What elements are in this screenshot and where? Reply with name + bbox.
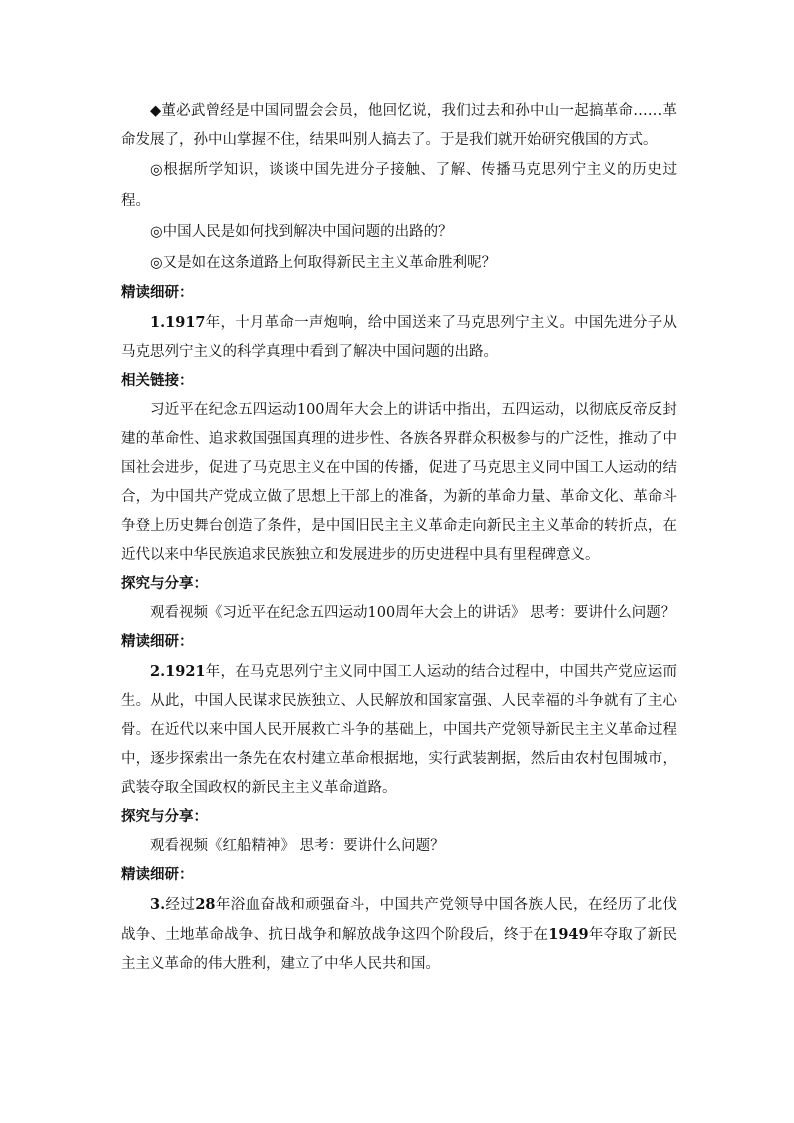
- heading-reading-2: 精读细研：: [121, 634, 194, 650]
- reading-2-text: 年，在马克思列宁主义同中国工人运动的结合过程中，中国共产党应运而生。从此，中国人民谋求民族独立、人民解放和国家富强、人民幸福的斗争就有了主心骨。在近代以来中国人民开展救亡斗争的基础上，中国共产党领导新民主主义革命过程中，逐步探索出一条先在农村建立革命根据地，实行武装割据，然后由农村包围城市，武装夺取全国政权的新民主主义革命道路。: [121, 664, 677, 796]
- explore-2-paragraph: 观看视频《红船精神》 思考：要讲什么问题？: [150, 838, 445, 854]
- reading-3-year: 1949: [548, 926, 589, 943]
- reading-3-paragraph: [121, 890, 677, 979]
- reading-3-number: 3.: [150, 896, 166, 913]
- heading-related-link: 相关链接：: [121, 373, 194, 389]
- heading-reading-1: 精读细研：: [121, 285, 194, 301]
- heading-explore-2: 探究与分享：: [121, 809, 208, 825]
- reading-2-paragraph: [121, 657, 677, 803]
- reading-3-text-b: 年浴血奋战和顽强奋斗，中国共产党领导中国各族人民，在经历了北伐战争、土地革命战争、抗日战争和解放战争这四个阶段后，终于在: [121, 897, 678, 943]
- intro-quote: ◆董必武曾经是中国同盟会会员，他回忆说，我们过去和孙中山一起搞革命……革命发展了，孙中山掌握不住，结果叫别人搞去了。于是我们就开始研究俄国的方式。: [121, 103, 677, 148]
- heading-reading-3: 精读细研：: [121, 867, 194, 883]
- question-1: ◎根据所学知识，谈谈中国先进分子接触、了解、传播马克思列宁主义的历史过程。: [121, 162, 677, 209]
- reading-3-text-c: 年夺取了新民主主义革命的伟大胜利，建立了中华人民共和国。: [121, 927, 678, 972]
- question-3: ◎又是如在这条道路上何取得新民主主义革命胜利呢？: [150, 255, 497, 271]
- question-2: ◎中国人民是如何找到解决中国问题的出路的？: [150, 224, 453, 240]
- document-page: [121, 97, 677, 979]
- reading-1-number: 1.1917: [150, 314, 206, 331]
- explore-1-paragraph: 观看视频《习近平在纪念五四运动100周年大会上的讲话》 思考：要讲什么问题？: [150, 605, 676, 621]
- reading-3-text-a: 经过: [165, 897, 196, 913]
- heading-explore-1: 探究与分享：: [121, 576, 208, 592]
- reading-3-years: 28: [195, 896, 216, 913]
- reading-1-text: 年，十月革命一声炮响，给中国送来了马克思列宁主义。中国先进分子从马克思列宁主义的科学真理中看到了解决中国问题的出路。: [121, 315, 677, 360]
- reading-2-number: 2.1921: [150, 663, 206, 680]
- related-link-paragraph: 习近平在纪念五四运动100周年大会上的讲话中指出，五四运动，以彻底反帝反封建的革命性、追求救国强国真理的进步性、各族各界群众积极参与的广泛性，推动了中国社会进步，促进了马克思主义在中国的传播，促进了马克思主义同中国工人运动的结合，为中国共产党成立做了思想上干部上的准备，为新的革命力量、革命文化、革命斗争登上历史舞台创造了条件，是中国旧民主主义革命走向新民主主义革命的转折点，在近代以来中华民族追求民族独立和发展进步的历史进程中具有里程碑意义。: [121, 402, 677, 563]
- reading-1-paragraph: [121, 308, 677, 367]
